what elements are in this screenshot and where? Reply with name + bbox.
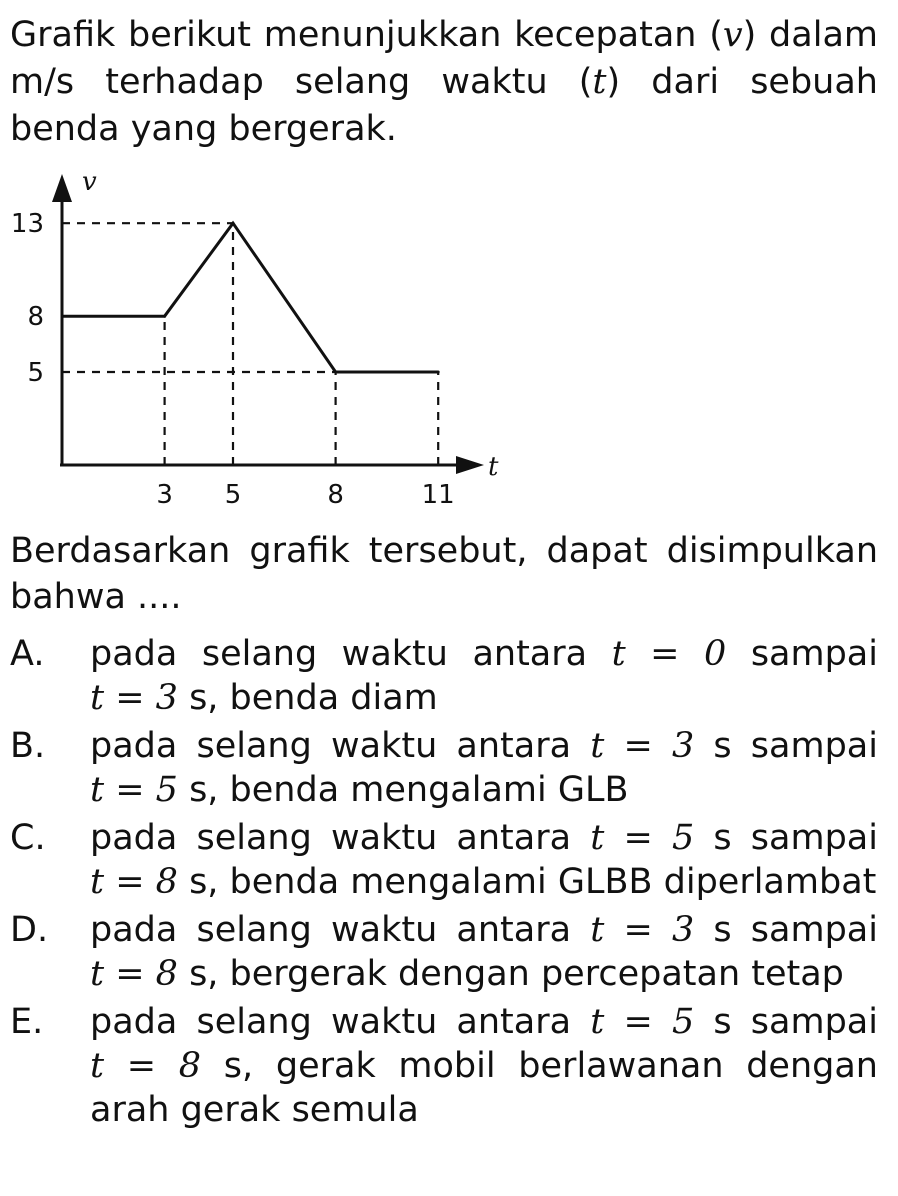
data-point [437,371,440,374]
option-a [10,632,878,720]
option-letter: C. [10,818,46,858]
intro-v-symbol: v [722,15,743,55]
options-list [10,632,878,1136]
x-axis-label: t [488,452,499,482]
x-tick-label: 5 [224,480,242,510]
option-b [10,724,878,812]
intro-part2: ) dalam m/s terhadap selang waktu ( [10,15,878,102]
x-tick-label: 3 [156,480,173,510]
option-c [10,816,878,904]
option-text: pada selang waktu antara t = 0 sampai t = 3 s, benda diam [90,634,878,718]
intro-text [10,12,878,153]
series-line [62,223,438,372]
intro-part1: Grafik berikut menunjukkan kecepatan ( [10,15,723,55]
option-letter: A. [10,634,45,674]
y-tick-label: 13 [10,209,44,240]
intro-t-symbol: t [592,62,607,102]
option-letter: B. [10,726,46,766]
guide-lines [62,223,438,465]
option-e [10,1000,878,1132]
data-point [163,315,166,318]
question-text: Berdasarkan grafik tersebut, dapat disimpulkan bahwa .... [10,531,878,617]
data-point [232,222,235,225]
x-tick-label: 11 [421,480,455,510]
option-letter: E. [10,1002,44,1042]
option-text: pada selang waktu antara t = 5 s sampai t = 8 s, benda mengalami GLBB diperlambat [90,818,878,902]
y-tick-label: 8 [27,302,44,333]
series [61,222,440,374]
axes [52,167,499,482]
option-text: pada selang waktu antara t = 3 s sampai t = 5 s, benda mengalami GLB [90,726,878,810]
y-axis-arrow [52,174,72,202]
y-tick-label: 5 [27,358,44,388]
y-axis-label: v [82,167,97,197]
velocity-time-graph [0,160,520,520]
option-letter: D. [10,910,49,950]
data-point [61,315,64,318]
option-text: pada selang waktu antara t = 3 s sampai t = 8 s, bergerak dengan percepatan tetap [90,910,878,994]
x-axis-arrow [456,456,484,474]
data-point [334,371,337,374]
option-d [10,908,878,996]
x-tick-label: 8 [327,480,344,510]
option-text: pada selang waktu antara t = 5 s sampai t = 8 s, gerak mobil berlawanan dengan arah gerak semula [90,1002,878,1130]
intro-part3: ) dari sebuah benda yang bergerak. [10,62,878,149]
